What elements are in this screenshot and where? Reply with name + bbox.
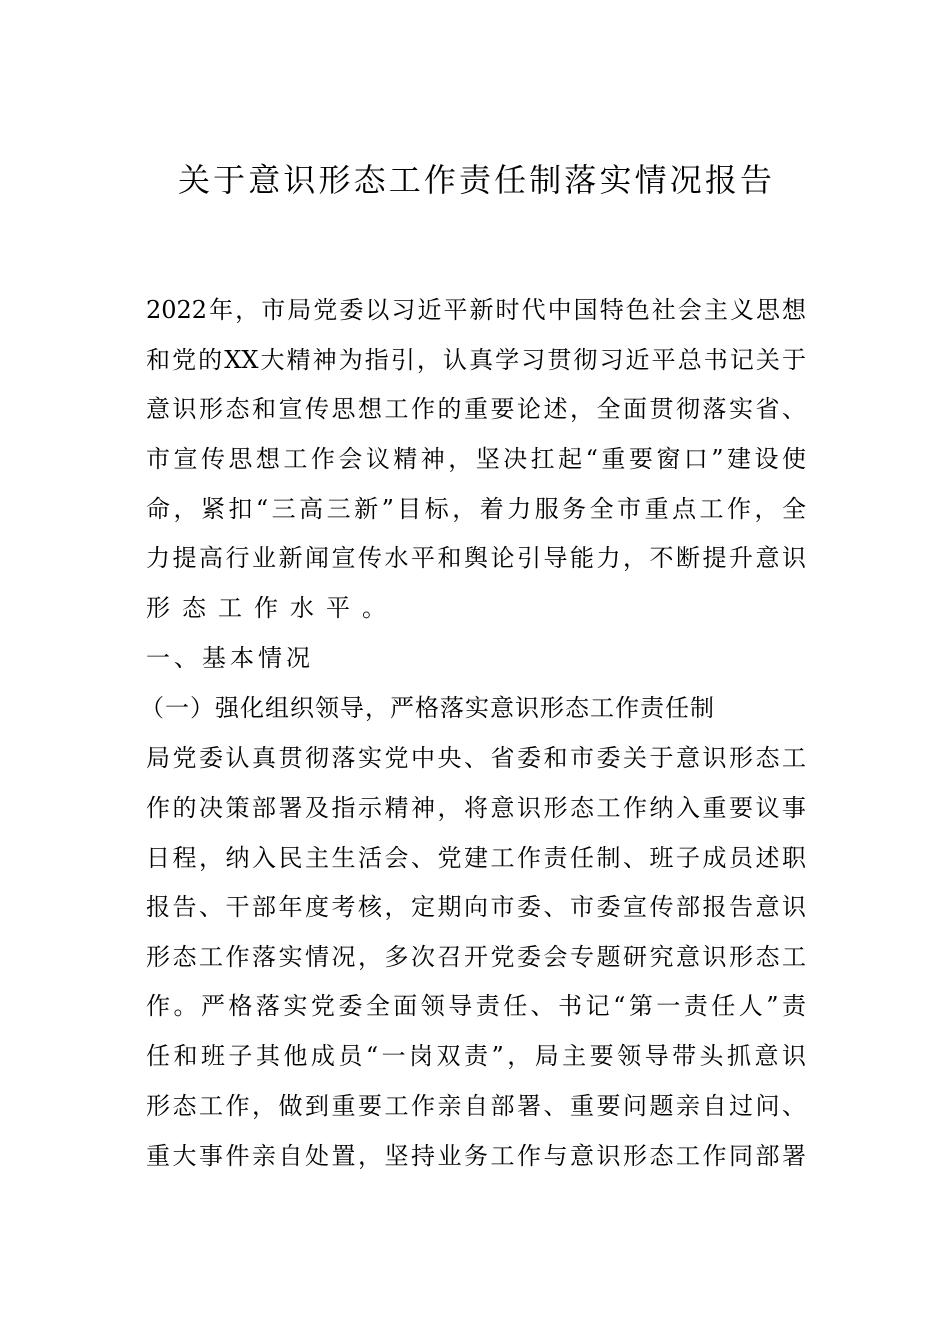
text-line: 局党委认真贯彻落实党中央、省委和市委关于意识形态工 [146,744,806,772]
text-line: 命，紧扣“三高三新”目标，着力服务全市重点工作，全 [146,495,806,523]
subsection-heading: （一）强化组织领导，严格落实意识形态工作责任制 [140,694,715,722]
text-line: 意识形态和宣传思想工作的重要论述，全面贯彻落实省、 [146,395,806,423]
text-line: 市宣传思想工作会议精神，坚决扛起“重要窗口”建设使 [146,445,806,473]
text-line: 报告、干部年度考核，定期向市委、市委宣传部报告意识 [146,893,806,921]
text-line: 力提高行业新闻宣传水平和舆论引导能力，不断提升意识 [146,544,806,572]
text-line: 形态工作落实情况，多次召开党委会专题研究意识形态工 [146,943,806,971]
text-line: 作。严格落实党委全面领导责任、书记“第一责任人”责 [146,992,806,1020]
text-line: 2022年，市局党委以习近平新时代中国特色社会主义思想 [146,296,806,324]
text-line: 任和班子其他成员“一岗双责”，局主要领导带头抓意识 [146,1042,806,1070]
document-title: 关于意识形态工作责任制落实情况报告 [178,161,772,199]
text-line: 形态工作水平。 [146,594,398,622]
section-heading: 一、基本情况 [146,644,314,672]
text-line: 重大事件亲自处置，坚持业务工作与意识形态工作同部署 [146,1142,806,1170]
text-line: 日程，纳入民主生活会、党建工作责任制、班子成员述职 [146,844,806,872]
text-line: 作的决策部署及指示精神，将意识形态工作纳入重要议事 [146,794,806,822]
text-line: 形态工作，做到重要工作亲自部署、重要问题亲自过问、 [146,1092,806,1120]
text-line: 和党的XX大精神为指引，认真学习贯彻习近平总书记关于 [146,346,806,374]
